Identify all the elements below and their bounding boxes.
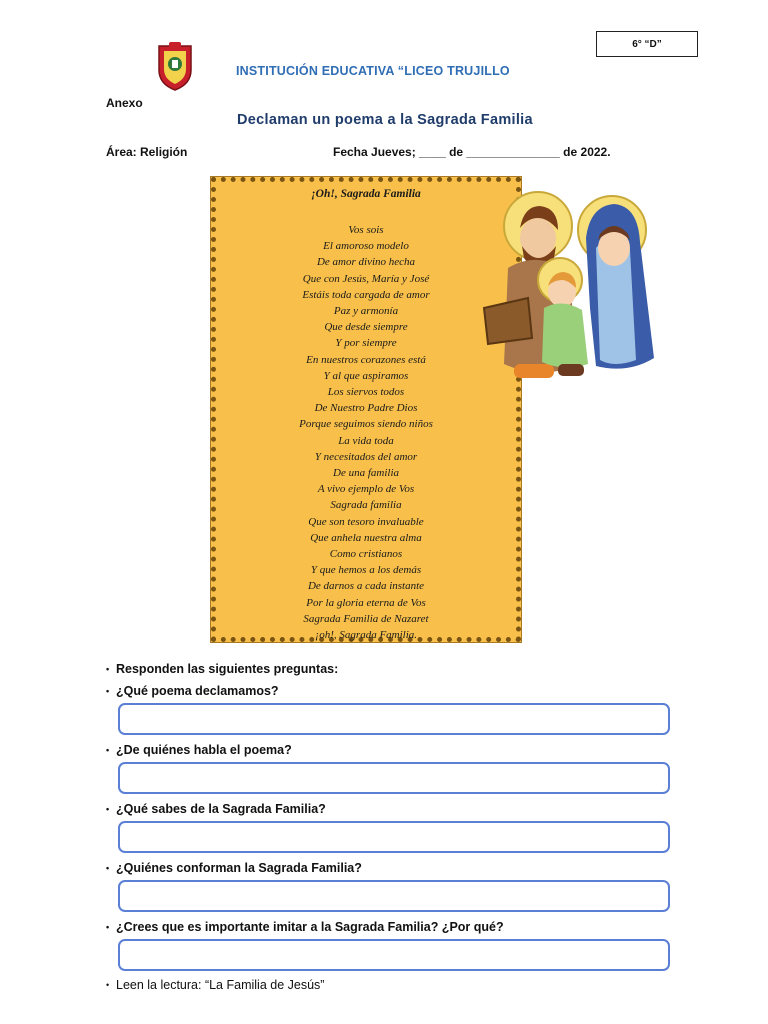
answer-box-5[interactable]: [118, 939, 670, 971]
poem-line: Sagrada familia: [330, 499, 402, 512]
poem-line: Por la gloria eterna de Vos: [306, 596, 426, 609]
page-title: Declaman un poema a la Sagrada Familia: [237, 112, 533, 128]
question-2: • ¿De quiénes habla el poema?: [106, 743, 292, 757]
poem-line: En nuestros corazones está: [306, 353, 426, 366]
poem-line: Y necesitados del amor: [314, 450, 418, 463]
bullet-icon: •: [106, 686, 110, 696]
answer-box-4[interactable]: [118, 880, 670, 912]
poem-line: De una familia: [333, 467, 399, 480]
bullet-icon: •: [106, 922, 110, 932]
poem-line: De darnos a cada instante: [307, 580, 425, 593]
poem-line: Los siervos todos: [327, 386, 405, 399]
poem-line: Que desde siempre: [324, 321, 408, 334]
school-crest-icon: [155, 40, 195, 92]
poem-line: Sagrada Familia de Nazaret: [303, 612, 429, 625]
answer-box-2[interactable]: [118, 762, 670, 794]
poem-line: A vivo ejemplo de Vos: [317, 483, 415, 496]
poem-line: Paz y armonía: [333, 305, 399, 318]
poem-line: ¡oh!, Sagrada Familia.: [314, 629, 418, 642]
question-5: • ¿Crees que es importante imitar a la Sagrada Familia? ¿Por qué?: [106, 920, 504, 934]
poem-line: Estáis toda cargada de amor: [302, 288, 430, 301]
anexo-label: Anexo: [106, 96, 143, 110]
bullet-icon: •: [106, 980, 110, 990]
reading-instruction: • Leen la lectura: “La Familia de Jesús”: [106, 978, 325, 992]
bullet-icon: •: [106, 745, 110, 755]
poem-line: Que son tesoro invaluable: [308, 515, 424, 528]
answer-box-1[interactable]: [118, 703, 670, 735]
bullet-icon: •: [106, 664, 110, 674]
date-line: Fecha Jueves; ____ de ______________ de 2022.: [333, 145, 611, 159]
poem-title: ¡Oh!, Sagrada Familia: [311, 188, 421, 200]
poem-line: De Nuestro Padre Dios: [314, 402, 418, 415]
question-1: • ¿Qué poema declamamos?: [106, 684, 279, 698]
poem-line: La vida toda: [338, 434, 394, 447]
poem-line: Como cristianos: [329, 548, 403, 561]
poem-line: Y al que aspiramos: [323, 369, 409, 382]
poem-line: El amoroso modelo: [323, 240, 409, 253]
grade-label: 6° “D”: [632, 38, 662, 50]
poem-line: Y por siempre: [335, 337, 397, 350]
bullet-icon: •: [106, 804, 110, 814]
poem-line: Porque seguimos siendo niños: [299, 418, 433, 431]
grade-box: [596, 31, 698, 57]
bullet-icon: •: [106, 863, 110, 873]
institution-name: INSTITUCIÓN EDUCATIVA “LICEO TRUJILLO: [236, 64, 510, 78]
answer-box-3[interactable]: [118, 821, 670, 853]
poem-lines: [216, 222, 516, 643]
poem-line: Que con Jesús, María y José: [302, 272, 430, 285]
poem-line: Vos sois: [348, 224, 384, 236]
area-label: Área: Religión: [106, 145, 188, 159]
poem-line: De amor divino hecha: [316, 256, 416, 269]
poem-line: Y que hemos a los demás: [310, 564, 422, 577]
questions-intro: • Responden las siguientes preguntas:: [106, 662, 339, 676]
question-4: • ¿Quiénes conforman la Sagrada Familia?: [106, 861, 362, 875]
holy-family-illustration: [478, 188, 660, 388]
poem-box: [211, 177, 521, 642]
question-3: • ¿Qué sabes de la Sagrada Familia?: [106, 802, 326, 816]
poem-line: Que anhela nuestra alma: [310, 531, 422, 544]
